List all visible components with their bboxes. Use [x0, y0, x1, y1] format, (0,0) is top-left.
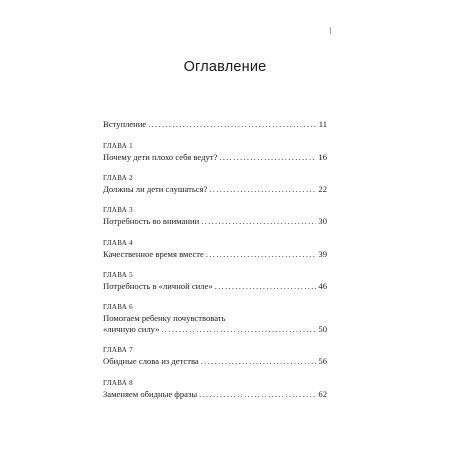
toc-entry-chapter-5[interactable]	[103, 281, 327, 291]
entry-title: Потребность во внимании	[103, 216, 200, 226]
page-number: 62	[318, 389, 327, 399]
toc-entry-intro[interactable]	[103, 119, 327, 129]
chapter-label-6: ГЛАВА 6	[103, 303, 133, 311]
page-number: 16	[318, 152, 327, 162]
entry-title: Должны ли дети слушаться?	[103, 184, 208, 194]
toc-entry-chapter-7[interactable]	[103, 356, 327, 366]
dot-leader	[219, 152, 316, 162]
entry-title: Обидные слова из детства	[103, 356, 199, 366]
chapter-label-2: ГЛАВА 2	[103, 174, 133, 182]
page-number: 39	[318, 249, 327, 259]
dot-leader	[201, 216, 316, 226]
toc-entry-chapter-6-line-1[interactable]	[103, 313, 327, 323]
entry-title: Качественное время вместе	[103, 249, 204, 259]
toc-entry-chapter-2[interactable]	[103, 184, 327, 194]
chapter-label-7: ГЛАВА 7	[103, 346, 133, 354]
entry-title: Почему дети плохо себя ведут?	[103, 152, 218, 162]
toc-entry-chapter-8[interactable]	[103, 389, 327, 399]
toc-entry-chapter-1[interactable]	[103, 152, 327, 162]
dot-leader	[148, 119, 317, 129]
toc-entry-chapter-3[interactable]	[103, 216, 327, 226]
dot-leader	[206, 249, 317, 259]
entry-title-continued: «личную силу»	[103, 324, 160, 334]
dot-leader	[209, 184, 316, 194]
entry-title: Помогаем ребенку почувствовать	[103, 313, 226, 323]
entry-title: Потребность в «личной силе»	[103, 281, 213, 291]
page-number: 50	[318, 324, 327, 334]
page-number: 22	[318, 184, 327, 194]
toc-heading: Оглавление	[183, 59, 267, 75]
page-number: 56	[318, 356, 327, 366]
chapter-label-4: ГЛАВА 4	[103, 239, 133, 247]
chapter-label-1: ГЛАВА 1	[103, 142, 133, 150]
page-number: 46	[318, 281, 327, 291]
entry-title: Вступление	[103, 119, 147, 129]
dot-leader	[215, 281, 317, 291]
dot-leader	[161, 324, 316, 334]
dot-leader	[199, 389, 316, 399]
dot-leader	[201, 356, 317, 366]
page-number: 30	[318, 216, 327, 226]
chapter-label-5: ГЛАВА 5	[103, 271, 133, 279]
toc-entry-chapter-6-line-2[interactable]	[103, 324, 327, 334]
chapter-label-8: ГЛАВА 8	[103, 379, 133, 387]
page-number: 11	[318, 119, 327, 129]
chapter-label-3: ГЛАВА 3	[103, 206, 133, 214]
entry-title: Заменяем обидные фразы	[103, 389, 198, 399]
toc-entry-chapter-4[interactable]	[103, 249, 327, 259]
crop-mark	[330, 27, 331, 34]
